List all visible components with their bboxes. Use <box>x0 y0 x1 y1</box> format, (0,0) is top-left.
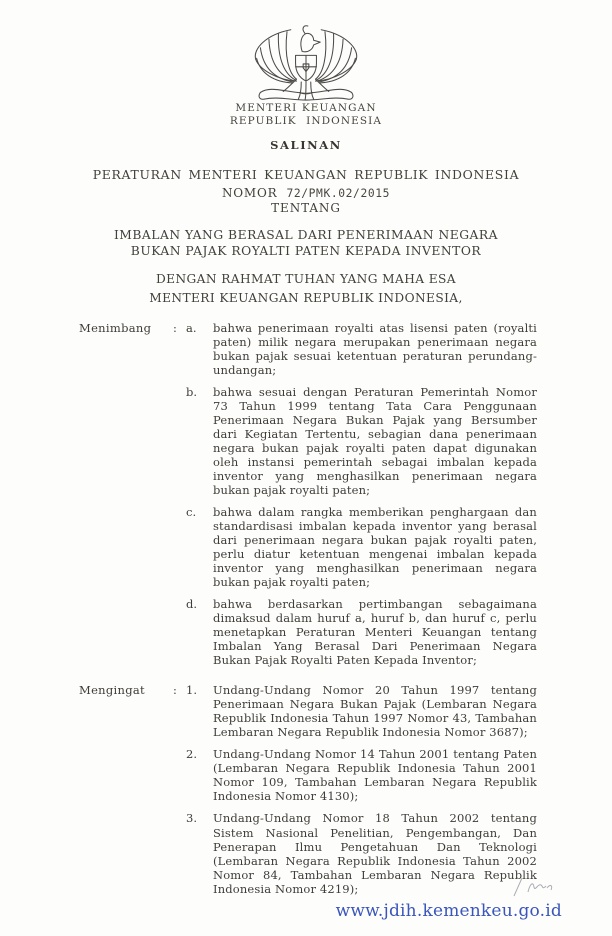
menimbang-colon: : <box>173 321 177 335</box>
garuda-pancasila-emblem-icon <box>249 24 363 102</box>
menimbang-section <box>79 321 537 667</box>
item-text: bahwa penerimaan royalti atas lisensi paten (royalti paten) milik negara merupakan penerimaan negara bukan pajak sesuai ketentuan peraturan perundang-undangan; <box>213 321 537 378</box>
mengingat-item-1 <box>186 683 537 739</box>
item-text: Undang-Undang Nomor 20 Tahun 1997 tentang Penerimaan Negara Bukan Pajak (Lembaran Negara Republik Indonesia Tahun 1997 Nomor 43, Tambahan Lembaran Negara Republik Indonesia Nomor 3687); <box>213 683 537 740</box>
invocation-line: DENGAN RAHMAT TUHAN YANG MAHA ESA <box>155 272 456 286</box>
regulation-number-line <box>0 186 612 200</box>
menimbang-item-c <box>186 505 537 589</box>
menimbang-items <box>186 321 537 667</box>
ministry-name-line2: REPUBLIK INDONESIA <box>229 115 383 127</box>
tentang-label: TENTANG <box>271 201 341 215</box>
title-block <box>0 167 612 305</box>
preamble <box>0 305 612 896</box>
item-marker: b. <box>186 385 198 400</box>
item-text: Undang-Undang Nomor 14 Tahun 2001 tentang Paten (Lembaran Negara Republik Indonesia Tahun 2001 Nomor 109, Tambahan Lembaran Negara Republik Indonesia Nomor 4130); <box>213 747 537 804</box>
item-marker: c. <box>186 505 197 520</box>
mengingat-label: Mengingat <box>79 683 145 698</box>
item-text: bahwa dalam rangka memberikan penghargaan dan standardisasi imbalan kepada inventor yang berasal dari penerimaan negara bukan pajak royalti paten, perlu diatur ketentuan mengenai imbalan kepada inventor yang menghasilkan penerimaan negara bukan pajak royalti paten; <box>213 505 537 590</box>
item-marker: 2. <box>186 747 197 762</box>
mengingat-items <box>186 683 537 895</box>
regulation-subject <box>0 227 612 259</box>
mengingat-item-2 <box>186 747 537 803</box>
menimbang-item-a <box>186 321 537 377</box>
item-text: bahwa sesuai dengan Peraturan Pemerintah Nomor 73 Tahun 1999 tentang Tata Cara Penggunaan Penerimaan Negara Bukan Pajak yang Bersumber dari Kegiatan Tertentu, sebagian dana penerimaan negara bukan pajak royalti paten dapat digunakan oleh instansi pemerintah sebagai imbalan kepada inventor yang menghasilkan penerimaan negara bukan pajak royalti paten; <box>213 385 537 498</box>
subject-line1: IMBALAN YANG BERASAL DARI PENERIMAAN NEGARA <box>113 228 499 242</box>
copy-stamp: SALINAN <box>270 138 342 152</box>
item-text: Undang-Undang Nomor 18 Tahun 2002 tentang Sistem Nasional Penelitian, Pengembangan, Dan Penerapan Ilmu Pengetahuan Dan Teknologi (Lembaran Negara Republik Indonesia Tahun 2002 Nomor 84, Tambahan Lembaran Negara Republik Indonesia Nomor 4219); <box>213 811 537 896</box>
mengingat-section <box>79 683 537 895</box>
item-text: bahwa berdasarkan pertimbangan sebagaimana dimaksud dalam huruf a, huruf b, dan huruf c, perlu menetapkan Peraturan Menteri Keuangan tentang Imbalan Yang Berasal Dari Penerimaan Negara Bukan Pajak Royalti Paten Kepada Inventor; <box>213 597 537 668</box>
item-marker: 1. <box>186 683 197 698</box>
jdih-watermark: www.jdih.kemenkeu.go.id <box>335 901 562 921</box>
menimbang-item-d <box>186 597 537 667</box>
nomor-value: 72/PMK.02/2015 <box>286 187 391 200</box>
nomor-label: NOMOR <box>221 186 278 200</box>
mengingat-colon: : <box>173 683 177 698</box>
ministry-name-line1: MENTERI KEUANGAN <box>235 102 377 114</box>
menimbang-item-b <box>186 385 537 497</box>
mengingat-item-3 <box>186 811 537 895</box>
authority-line: MENTERI KEUANGAN REPUBLIK INDONESIA, <box>149 291 463 305</box>
pencil-initials-mark-icon <box>510 874 554 900</box>
item-marker: a. <box>186 321 197 335</box>
document-header <box>0 0 612 152</box>
menimbang-label: Menimbang <box>79 321 152 335</box>
subject-line2: BUKAN PAJAK ROYALTI PATEN KEPADA INVENTOR <box>130 244 482 258</box>
item-marker: 3. <box>186 811 197 826</box>
regulation-title: PERATURAN MENTERI KEUANGAN REPUBLIK INDONESIA <box>92 167 520 182</box>
item-marker: d. <box>186 597 198 612</box>
